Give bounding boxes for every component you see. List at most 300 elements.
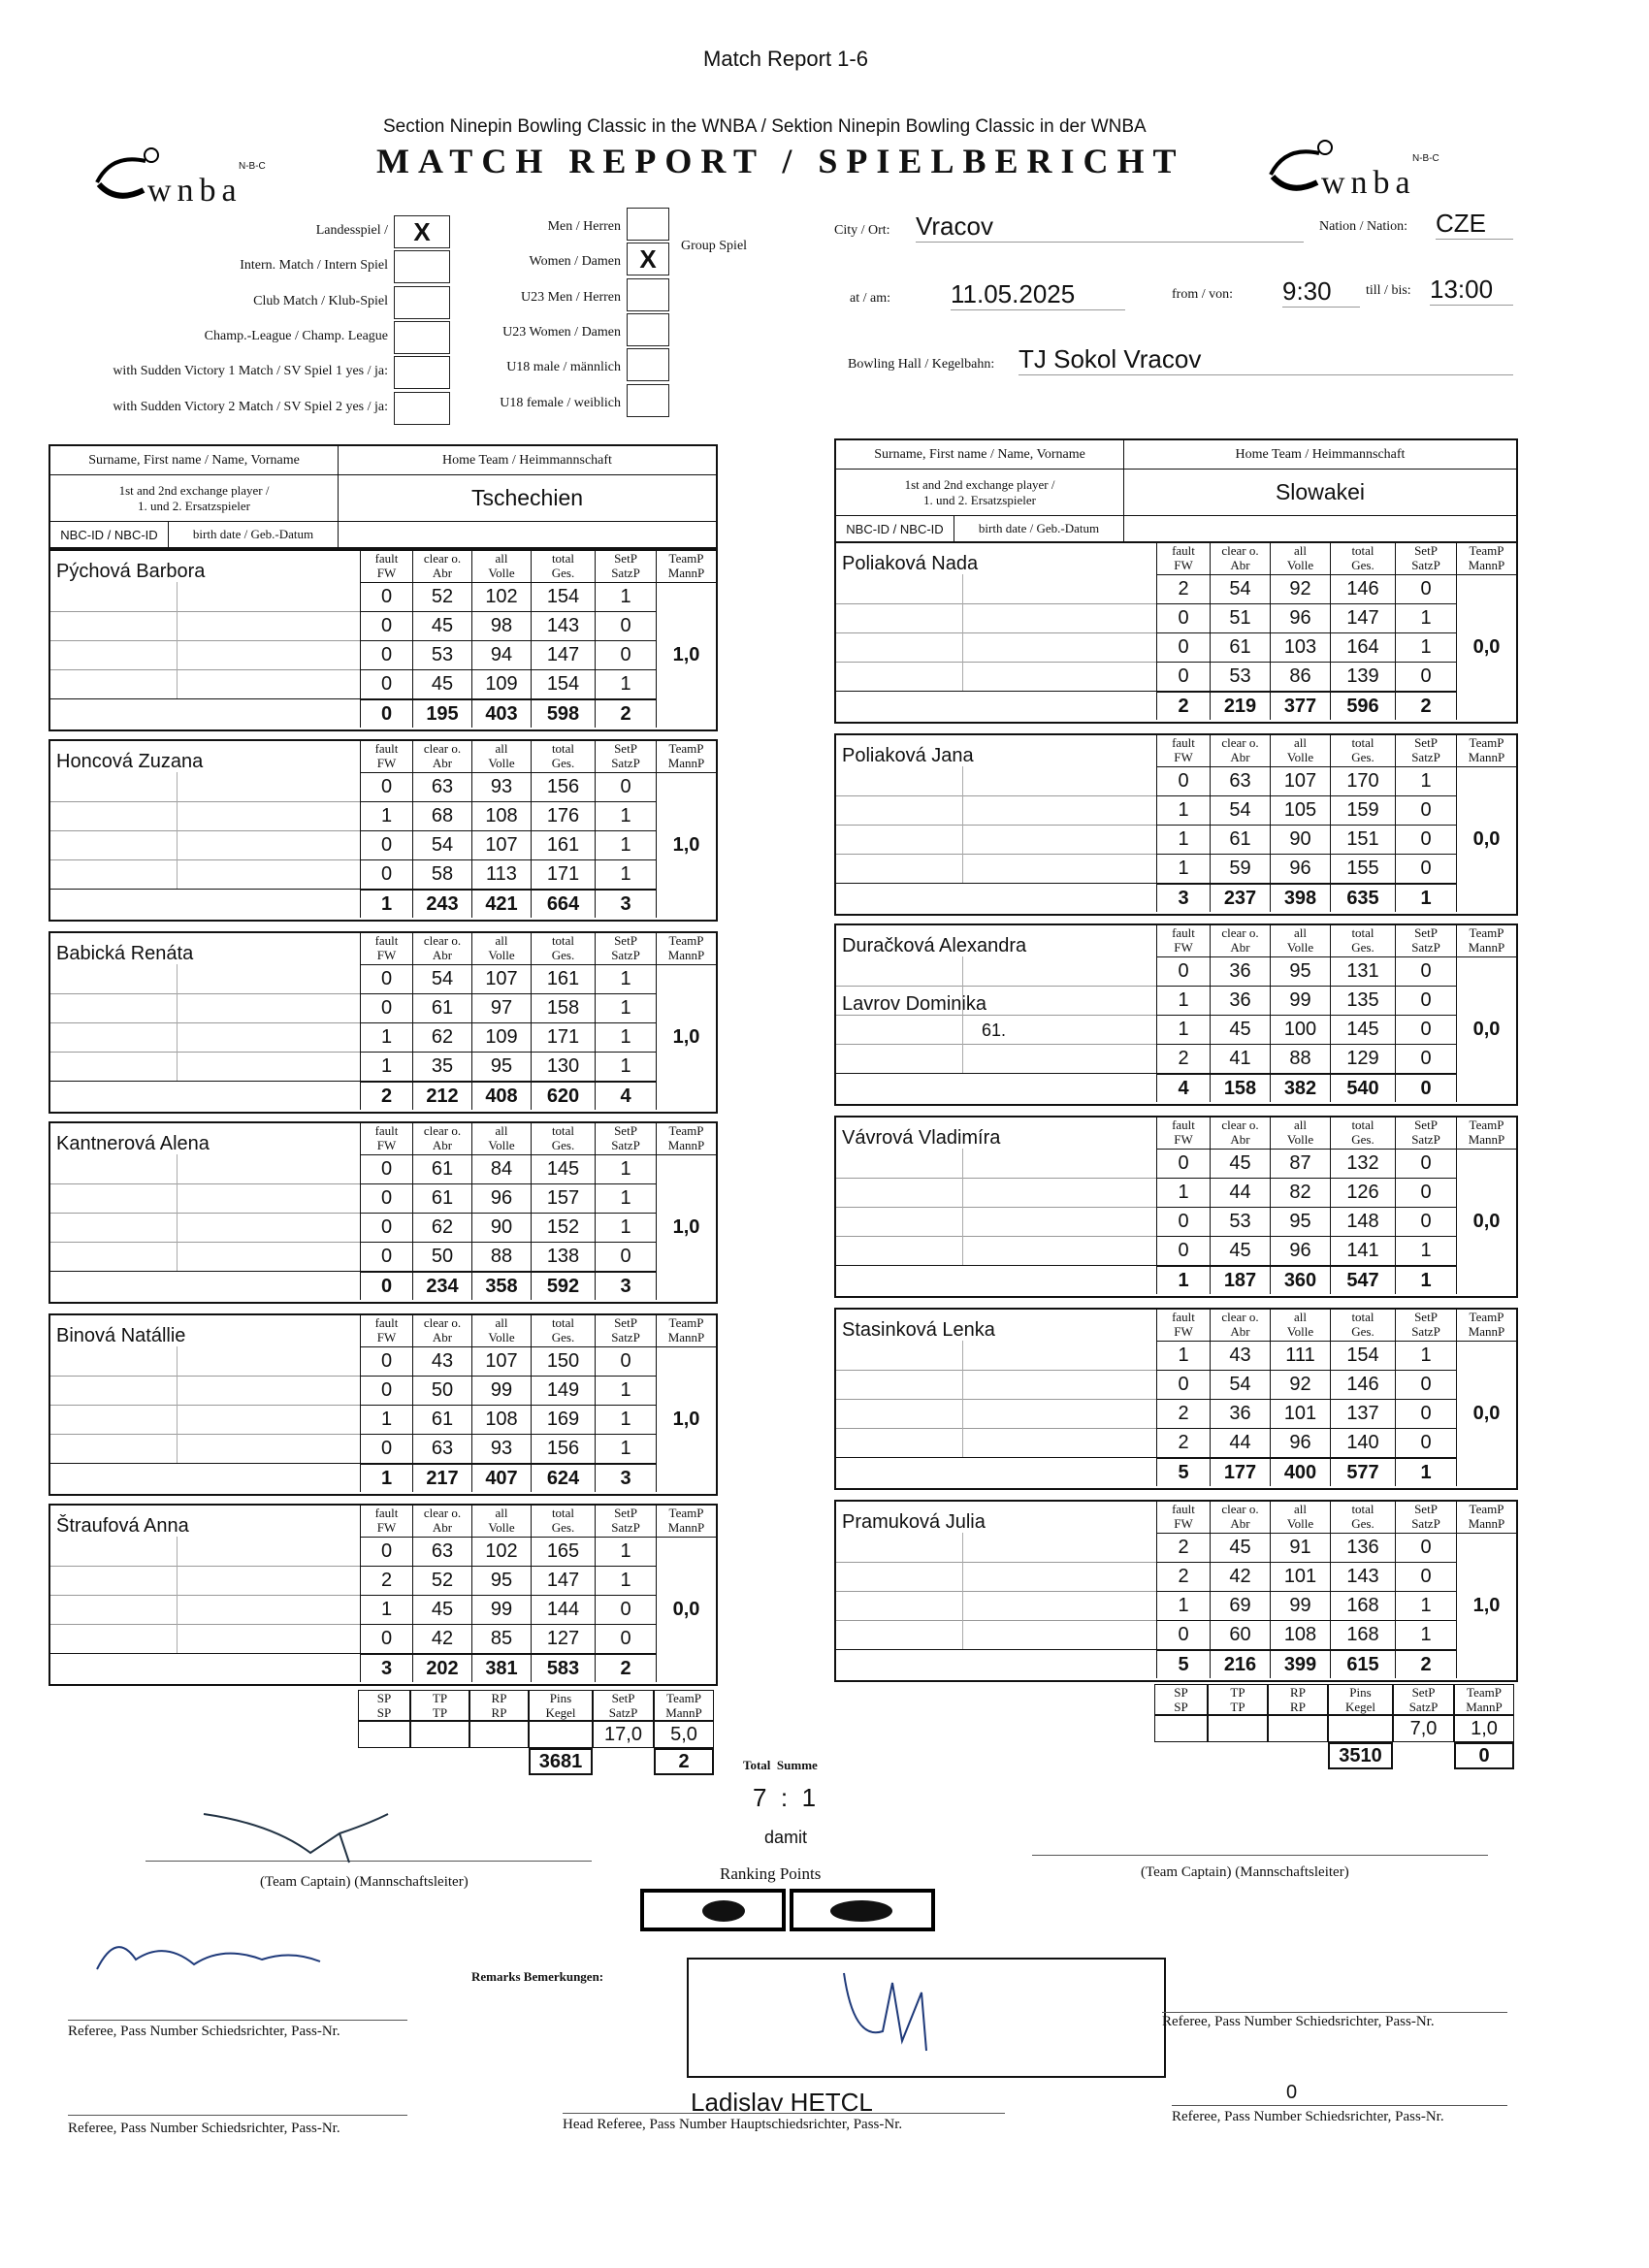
pins-total: 3510 — [1328, 1742, 1393, 1769]
total-cell: 3 — [1156, 883, 1210, 912]
throw-cell: 1 — [595, 582, 656, 611]
total-home: 7 — [753, 1783, 767, 1812]
throw-cell: 107 — [1270, 766, 1330, 795]
throw-cell: 108 — [471, 1405, 531, 1434]
column-header: clear o. Abr — [412, 1315, 471, 1346]
column-header: total Ges. — [531, 1506, 595, 1537]
category-checkbox[interactable] — [627, 348, 669, 381]
team-name: Slowakei — [1275, 479, 1366, 504]
throw-cell: 131 — [1330, 956, 1395, 986]
throw-cell: 43 — [1210, 1341, 1270, 1370]
throw-cell: 54 — [412, 830, 471, 859]
match-type-label: with Sudden Victory 1 Match / SV Spiel 1 yes / ja: — [113, 364, 388, 378]
total-score: 7 : 1 — [753, 1783, 817, 1812]
throw-cell: 82 — [1270, 1178, 1330, 1207]
captain-label-left: (Team Captain) (Mannschaftsleiter) — [260, 1874, 469, 1890]
throw-cell: 171 — [531, 859, 595, 889]
category-checkbox[interactable]: X — [627, 243, 669, 275]
summary-header: SP SP — [1154, 1684, 1208, 1715]
throw-cell: 43 — [412, 1346, 471, 1376]
throw-cell: 107 — [471, 964, 531, 993]
remarks-box — [687, 1958, 1166, 2078]
throw-cell: 0 — [1156, 1236, 1210, 1265]
throw-cell: 105 — [1270, 795, 1330, 825]
throw-cell: 1 — [1156, 854, 1210, 883]
column-header: clear o. Abr — [1210, 1310, 1270, 1341]
throw-cell: 99 — [1270, 986, 1330, 1015]
summary-header: TeamP MannP — [654, 1690, 714, 1721]
nation-label: Nation / Nation: — [1319, 219, 1407, 234]
throw-cell: 152 — [531, 1213, 595, 1242]
column-header: total Ges. — [1330, 1502, 1395, 1533]
throw-cell: 99 — [1270, 1591, 1330, 1620]
throw-cell: 54 — [1210, 795, 1270, 825]
throw-cell: 156 — [531, 772, 595, 801]
total-cell: 624 — [531, 1463, 595, 1492]
column-header: SetP SatzP — [595, 1506, 656, 1537]
throw-cell: 92 — [1270, 1370, 1330, 1399]
throw-cell: 129 — [1330, 1044, 1395, 1073]
player-name: Babická Renáta — [56, 943, 194, 964]
throw-cell: 0 — [360, 1154, 412, 1183]
document-title: Match Report 1-6 — [703, 47, 868, 71]
total-cell: 596 — [1330, 691, 1395, 720]
throw-cell: 127 — [531, 1624, 595, 1653]
throw-cell: 50 — [412, 1376, 471, 1405]
player-block — [834, 1500, 1518, 1682]
throw-cell: 0 — [1395, 574, 1456, 603]
throw-cell: 36 — [1210, 1399, 1270, 1428]
total-cell: 212 — [412, 1081, 471, 1110]
throw-cell: 0 — [360, 1242, 412, 1271]
throw-cell: 168 — [1330, 1591, 1395, 1620]
summary-rp — [1268, 1715, 1328, 1742]
throw-cell: 109 — [471, 669, 531, 698]
throw-cell: 54 — [412, 964, 471, 993]
throw-cell: 0 — [1395, 1428, 1456, 1457]
throw-cell: 0 — [1395, 825, 1456, 854]
total-cell: 664 — [531, 889, 595, 918]
throw-cell: 62 — [412, 1022, 471, 1052]
column-header: all Volle — [1270, 925, 1330, 956]
throw-cell: 36 — [1210, 986, 1270, 1015]
player-block — [834, 923, 1518, 1106]
throw-cell: 51 — [1210, 603, 1270, 632]
team-point: 1,0 — [656, 772, 716, 918]
throw-cell: 0 — [595, 1242, 656, 1271]
throw-cell: 1 — [360, 801, 412, 830]
throw-cell: 36 — [1210, 956, 1270, 986]
captain-label-right: (Team Captain) (Mannschaftsleiter) — [1141, 1864, 1349, 1880]
column-header: fault FW — [1156, 1310, 1210, 1341]
player-name: Poliaková Jana — [842, 745, 974, 766]
throw-cell: 0 — [360, 640, 412, 669]
column-header: TeamP MannP — [1456, 1118, 1516, 1149]
player-block — [834, 1308, 1518, 1490]
throw-cell: 0 — [1395, 956, 1456, 986]
team-point: 0,0 — [1456, 956, 1516, 1102]
throw-cell: 0 — [360, 964, 412, 993]
throw-cell: 0 — [1395, 1562, 1456, 1591]
throw-cell: 1 — [595, 801, 656, 830]
category-checkbox[interactable] — [627, 208, 669, 241]
throw-cell: 88 — [1270, 1044, 1330, 1073]
throw-cell: 35 — [412, 1052, 471, 1081]
category-label: Men / Herren — [547, 219, 621, 234]
player-name: Binová Natállie — [56, 1325, 186, 1346]
player-block — [834, 733, 1518, 916]
total-cell: 1 — [360, 1463, 412, 1492]
throw-cell: 113 — [471, 859, 531, 889]
wnba-logo-left — [87, 144, 281, 211]
throw-cell: 130 — [531, 1052, 595, 1081]
player-block — [48, 1504, 718, 1686]
summary-tp — [410, 1721, 469, 1748]
home-team-header: Home Team / Heimmannschaft — [442, 452, 612, 468]
section-line: Section Ninepin Bowling Classic in the WNBA / Sektion Ninepin Bowling Classic in der WNBA — [383, 116, 1147, 137]
throw-cell: 132 — [1330, 1149, 1395, 1178]
column-header: clear o. Abr — [412, 1506, 471, 1537]
throw-cell: 93 — [471, 772, 531, 801]
column-header: fault FW — [1156, 1502, 1210, 1533]
throw-cell: 84 — [471, 1154, 531, 1183]
summary-header: Pins Kegel — [529, 1690, 593, 1721]
summary-sp — [358, 1721, 410, 1748]
throw-cell: 1 — [595, 830, 656, 859]
summary-header: TP TP — [1208, 1684, 1268, 1715]
throw-cell: 0 — [1156, 1620, 1210, 1649]
date-label: at / am: — [850, 291, 890, 306]
throw-cell: 1 — [595, 1154, 656, 1183]
throw-cell: 1 — [1156, 1341, 1210, 1370]
throw-cell: 1 — [1395, 766, 1456, 795]
throw-cell: 0 — [1395, 662, 1456, 691]
team-point: 0,0 — [1456, 1149, 1516, 1294]
team-point: 1,0 — [1456, 1533, 1516, 1678]
player-name: Honcová Zuzana — [56, 751, 204, 772]
throw-cell: 1 — [595, 1183, 656, 1213]
throw-cell: 0 — [595, 1346, 656, 1376]
throw-cell: 1 — [595, 669, 656, 698]
player-block — [48, 931, 718, 1114]
throw-cell: 144 — [531, 1595, 595, 1624]
total-cell: 2 — [595, 698, 656, 728]
head-referee-label: Head Referee, Pass Number Hauptschiedsrichter, Pass-Nr. — [563, 2117, 903, 2132]
player-name: Kantnerová Alena — [56, 1133, 210, 1154]
column-header: all Volle — [1270, 735, 1330, 766]
total-cell: 1 — [1395, 883, 1456, 912]
throw-cell: 60 — [1210, 1620, 1270, 1649]
throw-cell: 0 — [360, 1537, 412, 1566]
throw-cell: 96 — [1270, 603, 1330, 632]
throw-cell: 53 — [1210, 662, 1270, 691]
throw-cell: 147 — [531, 1566, 595, 1595]
summary-header: SetP SatzP — [1393, 1684, 1454, 1715]
throw-cell: 0 — [595, 611, 656, 640]
throw-cell: 1 — [1156, 1015, 1210, 1044]
throw-cell: 1 — [1156, 1178, 1210, 1207]
throw-cell: 42 — [1210, 1562, 1270, 1591]
team-name: Tschechien — [470, 485, 584, 510]
total-cell: 1 — [1156, 1265, 1210, 1294]
column-header: all Volle — [471, 1315, 531, 1346]
total-cell: 620 — [531, 1081, 595, 1110]
referee-right-2-value: 0 — [1286, 2082, 1298, 2103]
throw-cell: 61 — [1210, 825, 1270, 854]
throw-cell: 54 — [1210, 574, 1270, 603]
wnba-logo-right — [1261, 136, 1455, 204]
throw-cell: 0 — [1156, 632, 1210, 662]
throw-cell: 2 — [1156, 1044, 1210, 1073]
column-header: all Volle — [471, 1506, 531, 1537]
column-header: fault FW — [360, 933, 412, 964]
throw-cell: 1 — [1395, 1620, 1456, 1649]
throw-cell: 1 — [595, 1052, 656, 1081]
throw-cell: 95 — [1270, 956, 1330, 986]
throw-cell: 2 — [1156, 1399, 1210, 1428]
category-label: U18 female / weiblich — [500, 396, 621, 410]
throw-cell: 1 — [595, 993, 656, 1022]
summary-rp — [469, 1721, 529, 1748]
throw-cell: 154 — [531, 582, 595, 611]
throw-cell: 1 — [360, 1052, 412, 1081]
nbc-id-header: NBC-ID / NBC-ID — [836, 516, 954, 541]
throw-cell: 0 — [360, 669, 412, 698]
throw-cell: 0 — [360, 1376, 412, 1405]
throw-cell: 1 — [360, 1405, 412, 1434]
throw-cell: 146 — [1330, 1370, 1395, 1399]
throw-cell: 145 — [531, 1154, 595, 1183]
throw-cell: 96 — [471, 1183, 531, 1213]
column-header: total Ges. — [1330, 735, 1395, 766]
category-label: U23 Women / Damen — [502, 325, 621, 340]
player-block — [834, 1116, 1518, 1298]
team-header-table — [48, 444, 718, 549]
column-header: SetP SatzP — [1395, 735, 1456, 766]
throw-cell: 0 — [1156, 1149, 1210, 1178]
throw-cell: 63 — [412, 1537, 471, 1566]
throw-cell: 58 — [412, 859, 471, 889]
total-cell: 187 — [1210, 1265, 1270, 1294]
column-header: total Ges. — [531, 551, 595, 582]
category-checkbox[interactable] — [627, 278, 669, 311]
column-header: fault FW — [360, 1315, 412, 1346]
column-header: all Volle — [1270, 1118, 1330, 1149]
total-cell: 2 — [595, 1653, 656, 1682]
throw-cell: 45 — [1210, 1533, 1270, 1562]
throw-cell: 96 — [1270, 854, 1330, 883]
column-header: all Volle — [1270, 1502, 1330, 1533]
match-type-checkbox[interactable]: X — [394, 215, 450, 248]
summary-header: TP TP — [410, 1690, 469, 1721]
throw-cell: 0 — [1156, 766, 1210, 795]
column-header: clear o. Abr — [1210, 1502, 1270, 1533]
total-cell: 547 — [1330, 1265, 1395, 1294]
throw-cell: 168 — [1330, 1620, 1395, 1649]
throw-cell: 0 — [360, 1183, 412, 1213]
throw-cell: 1 — [1156, 825, 1210, 854]
total-cell: 202 — [412, 1653, 471, 1682]
summary-setp: 7,0 — [1393, 1715, 1454, 1742]
total-cell: 381 — [471, 1653, 531, 1682]
throw-cell: 1 — [1156, 795, 1210, 825]
category-checkbox[interactable] — [627, 313, 669, 346]
throw-cell: 61 — [412, 1154, 471, 1183]
column-header: all Volle — [471, 933, 531, 964]
throw-cell: 0 — [1395, 795, 1456, 825]
column-header: all Volle — [471, 1123, 531, 1154]
throw-cell: 0 — [360, 772, 412, 801]
throw-cell: 1 — [595, 1405, 656, 1434]
throw-cell: 61 — [412, 993, 471, 1022]
player-name: Duračková Alexandra — [842, 935, 1027, 956]
total-cell: 540 — [1330, 1073, 1395, 1102]
column-header: total Ges. — [1330, 925, 1395, 956]
column-header: TeamP MannP — [656, 1123, 716, 1154]
match-type-label: Intern. Match / Intern Spiel — [240, 258, 388, 273]
summary-header: SetP SatzP — [593, 1690, 654, 1721]
throw-cell: 68 — [412, 801, 471, 830]
throw-cell: 45 — [1210, 1236, 1270, 1265]
total-cell: 615 — [1330, 1649, 1395, 1678]
column-header: clear o. Abr — [1210, 735, 1270, 766]
summary-setp: 17,0 — [593, 1721, 654, 1748]
throw-cell: 2 — [1156, 574, 1210, 603]
throw-cell: 1 — [1395, 632, 1456, 662]
throw-cell: 0 — [1395, 1149, 1456, 1178]
column-header: TeamP MannP — [656, 1315, 716, 1346]
throw-cell: 90 — [1270, 825, 1330, 854]
total-cell: 598 — [531, 698, 595, 728]
total-cell: 1 — [1395, 1265, 1456, 1294]
throw-cell: 42 — [412, 1624, 471, 1653]
column-header: SetP SatzP — [595, 1123, 656, 1154]
total-cell: 0 — [1395, 1073, 1456, 1102]
player-name: Pramuková Julia — [842, 1511, 986, 1533]
summary-pins — [529, 1721, 593, 1748]
total-cell: 403 — [471, 698, 531, 728]
referee-label-left-1: Referee, Pass Number Schiedsrichter, Pass-Nr. — [68, 2024, 340, 2039]
team-point: 1,0 — [656, 964, 716, 1110]
captain-signature-left — [194, 1785, 407, 1882]
throw-cell: 111 — [1270, 1341, 1330, 1370]
column-header: all Volle — [1270, 543, 1330, 574]
total-cell: 5 — [1156, 1649, 1210, 1678]
throw-cell: 2 — [1156, 1562, 1210, 1591]
match-type-label: with Sudden Victory 2 Match / SV Spiel 2 yes / ja: — [113, 400, 388, 414]
throw-cell: 61 — [1210, 632, 1270, 662]
total-cell: 216 — [1210, 1649, 1270, 1678]
throw-cell: 1 — [595, 1434, 656, 1463]
summary-teamp: 5,0 — [654, 1721, 714, 1748]
total-cell: 2 — [1395, 1649, 1456, 1678]
throw-cell: 139 — [1330, 662, 1395, 691]
column-header: clear o. Abr — [1210, 1118, 1270, 1149]
throw-cell: 2 — [1156, 1533, 1210, 1562]
throw-cell: 99 — [471, 1376, 531, 1405]
throw-cell: 93 — [471, 1434, 531, 1463]
throw-cell: 0 — [1156, 956, 1210, 986]
throw-cell: 161 — [531, 964, 595, 993]
total-cell: 400 — [1270, 1457, 1330, 1486]
throw-cell: 102 — [471, 1537, 531, 1566]
throw-cell: 53 — [1210, 1207, 1270, 1236]
throw-cell: 45 — [412, 669, 471, 698]
throw-cell: 96 — [1270, 1236, 1330, 1265]
throw-cell: 171 — [531, 1022, 595, 1052]
column-header: clear o. Abr — [412, 933, 471, 964]
column-header: TeamP MannP — [656, 551, 716, 582]
category-checkbox[interactable] — [627, 384, 669, 417]
team-point: 1,0 — [656, 582, 716, 728]
throw-cell: 1 — [595, 1213, 656, 1242]
total-cell: 0 — [360, 698, 412, 728]
throw-cell: 63 — [412, 772, 471, 801]
column-header: TeamP MannP — [1456, 1310, 1516, 1341]
throw-cell: 148 — [1330, 1207, 1395, 1236]
throw-cell: 0 — [1395, 986, 1456, 1015]
total-cell: 399 — [1270, 1649, 1330, 1678]
throw-cell: 0 — [1156, 1207, 1210, 1236]
throw-cell: 102 — [471, 582, 531, 611]
column-header: SetP SatzP — [1395, 543, 1456, 574]
team-point: 0,0 — [656, 1537, 716, 1682]
throw-cell: 63 — [1210, 766, 1270, 795]
throw-cell: 150 — [531, 1346, 595, 1376]
column-header: clear o. Abr — [412, 741, 471, 772]
throw-cell: 1 — [595, 964, 656, 993]
logo-sup: N-B-C — [239, 161, 266, 172]
summary-sp — [1154, 1715, 1208, 1742]
redacted-mark — [830, 1900, 892, 1922]
throw-cell: 164 — [1330, 632, 1395, 662]
throw-cell: 0 — [360, 582, 412, 611]
throw-cell: 1 — [595, 1022, 656, 1052]
summary-header: SP SP — [358, 1690, 410, 1721]
column-header: clear o. Abr — [412, 1123, 471, 1154]
throw-cell: 63 — [412, 1434, 471, 1463]
total-cell: 407 — [471, 1463, 531, 1492]
throw-cell: 0 — [360, 993, 412, 1022]
throw-cell: 140 — [1330, 1428, 1395, 1457]
total-cell: 635 — [1330, 883, 1395, 912]
city-value: Vracov — [916, 211, 1304, 243]
throw-cell: 1 — [1395, 603, 1456, 632]
column-header: all Volle — [471, 551, 531, 582]
throw-cell: 151 — [1330, 825, 1395, 854]
group-label: Group Spiel — [681, 239, 748, 253]
date-value: 11.05.2025 — [951, 279, 1125, 310]
throw-cell: 0 — [360, 1434, 412, 1463]
throw-cell: 0 — [1395, 854, 1456, 883]
column-header: TeamP MannP — [1456, 1502, 1516, 1533]
throw-cell: 2 — [1156, 1428, 1210, 1457]
throw-cell: 170 — [1330, 766, 1395, 795]
total-cell: 408 — [471, 1081, 531, 1110]
report-title: MATCH REPORT / SPIELBERICHT — [376, 142, 1185, 180]
substitute-player-name: Lavrov Dominika — [842, 993, 986, 1015]
surname-header: Surname, First name / Name, Vorname — [50, 446, 339, 474]
total-cell: 4 — [595, 1081, 656, 1110]
throw-cell: 54 — [1210, 1370, 1270, 1399]
column-header: TeamP MannP — [656, 741, 716, 772]
throw-cell: 62 — [412, 1213, 471, 1242]
birth-date-header: birth date / Geb.-Datum — [169, 522, 339, 547]
total-cell: 217 — [412, 1463, 471, 1492]
referee-signature-left — [78, 1921, 349, 1989]
till-label: till / bis: — [1366, 283, 1411, 298]
team-point: 0,0 — [1456, 766, 1516, 912]
